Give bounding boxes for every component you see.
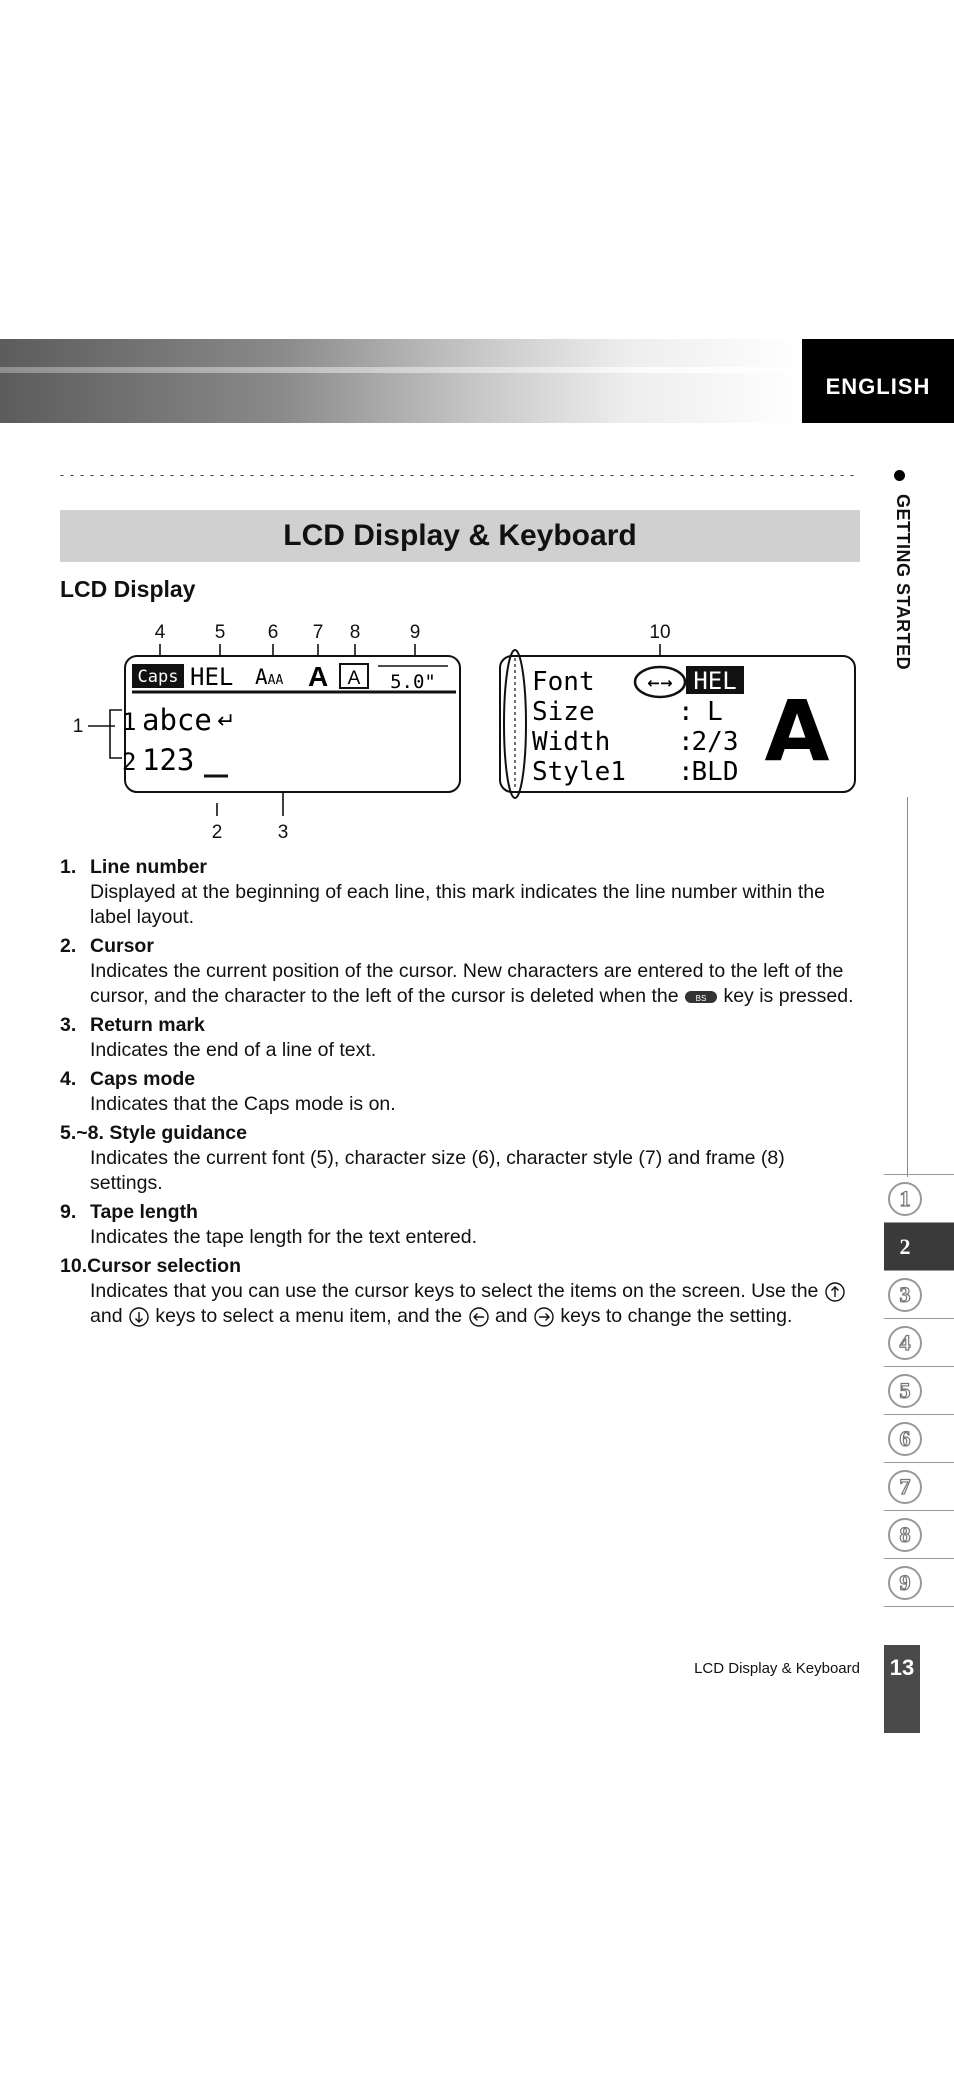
bullet-icon (894, 470, 905, 481)
page-title: LCD Display & Keyboard (283, 519, 637, 552)
caps-indicator: Caps (137, 667, 179, 687)
menu-label-style: Style1 (532, 757, 626, 787)
item-description-part: and (494, 1305, 528, 1327)
chapter-number: 6 (888, 1422, 922, 1456)
menu-sep-style: : (678, 757, 694, 787)
chapter-number: 5 (888, 1374, 922, 1408)
tape-length-value: 5.0" (390, 671, 436, 693)
dotted-divider (60, 468, 860, 476)
item-title: Caps mode (90, 1068, 196, 1090)
item-number: 5.~8. (60, 1122, 104, 1144)
chapter-number: 9 (888, 1566, 922, 1600)
page-number: 13 (884, 1645, 920, 1733)
item-number: 9. (60, 1201, 77, 1223)
chapter-tab-2[interactable] (884, 1222, 954, 1270)
list-item (60, 1254, 860, 1329)
language-tab: ENGLISH (802, 339, 954, 423)
item-title: Tape length (90, 1201, 198, 1223)
item-description-part: keys to select a menu item, and the (155, 1305, 463, 1327)
chapter-number: 8 (888, 1518, 922, 1552)
chapter-tab-9[interactable] (884, 1558, 954, 1606)
callout-7: 7 (312, 622, 324, 643)
menu-sep-width: : (678, 727, 694, 757)
left-right-arrows-icon: ←→ (647, 674, 673, 692)
callout-3: 3 (277, 822, 289, 843)
menu-value-width: 2/3 (691, 727, 739, 757)
chapter-number: 3 (888, 1278, 922, 1312)
return-mark-icon: ↵ (217, 709, 236, 734)
chapter-tab-1[interactable] (884, 1174, 954, 1222)
footer-title: LCD Display & Keyboard (694, 1660, 860, 1677)
lcd-line-2: 123 (142, 743, 195, 777)
menu-label-size: Size (532, 697, 595, 727)
item-title: Cursor (90, 935, 154, 957)
item-description-part: Indicates the current position of the cursor. New characters are entered to the left of the cursor, and the character to the left of the cursor is deleted when the (90, 960, 844, 1007)
section-heading: LCD Display (60, 576, 196, 602)
chapter-number: 4 (888, 1326, 922, 1360)
item-description-part: and (90, 1305, 123, 1327)
chapter-number: 1 (888, 1182, 922, 1216)
item-title: Cursor selection (87, 1255, 241, 1277)
list-item (60, 1121, 860, 1196)
item-description (60, 1279, 860, 1329)
lcd-diagram-svg (60, 618, 880, 850)
line-number-2: 2 (122, 748, 137, 776)
callout-8: 8 (349, 622, 361, 643)
item-title: Return mark (90, 1014, 205, 1036)
item-title: Line number (90, 856, 208, 878)
size-indicator-icon: AAA (255, 665, 284, 689)
item-description: Indicates that the Caps mode is on. (90, 1093, 396, 1115)
callout-4: 4 (154, 622, 166, 643)
callout-5: 5 (214, 622, 226, 643)
header-banner (0, 339, 802, 423)
menu-value-style: BLD (691, 757, 739, 787)
list-item (60, 1200, 860, 1250)
item-number: 4. (60, 1068, 77, 1090)
line-number-1: 1 (122, 708, 137, 736)
lcd-line-1: abce (142, 703, 212, 737)
list-item (60, 934, 860, 1009)
list-item (60, 855, 860, 930)
list-item (60, 1013, 860, 1063)
item-description: Indicates the end of a line of text. (90, 1039, 377, 1061)
item-number: 1. (60, 856, 77, 878)
menu-sep-size: : (678, 697, 694, 727)
item-number: 3. (60, 1014, 77, 1036)
callout-6: 6 (267, 622, 279, 643)
item-title: Style guidance (109, 1122, 247, 1144)
side-section-text: GETTING STARTED (893, 494, 913, 671)
chapter-number: 2 (888, 1230, 922, 1264)
chapter-tab-3[interactable] (884, 1270, 954, 1318)
item-description: Indicates the tape length for the text entered. (90, 1226, 478, 1248)
menu-value-size: L (707, 697, 723, 727)
side-vertical-rule (907, 797, 908, 1177)
side-section-label (893, 470, 913, 700)
menu-label-width: Width (532, 727, 611, 757)
chapter-tab-7[interactable] (884, 1462, 954, 1510)
callout-1: 1 (72, 716, 84, 737)
bs-key-icon (684, 989, 718, 1005)
item-description: Displayed at the beginning of each line, this mark indicates the line number within the label layout. (90, 881, 825, 928)
preview-character: A (764, 682, 830, 780)
item-description (60, 959, 860, 1009)
page-title-bar (60, 510, 860, 562)
chapter-tab-5[interactable] (884, 1366, 954, 1414)
dotted-line-graphic (60, 473, 860, 476)
left-arrow-key-icon (468, 1306, 490, 1328)
chapter-tab-6[interactable] (884, 1414, 954, 1462)
item-number: 10. (60, 1255, 88, 1277)
item-description-part: keys to change the setting. (560, 1305, 793, 1327)
list-item (60, 1067, 860, 1117)
item-description-part: key is pressed. (723, 985, 854, 1007)
item-description-part: Indicates that you can use the cursor keys to select the items on the screen. Use the (90, 1280, 819, 1302)
line-number-bracket (110, 710, 122, 758)
down-arrow-key-icon (128, 1306, 150, 1328)
callout-9: 9 (409, 622, 421, 643)
menu-label-font: Font (532, 667, 595, 697)
left-font-label: HEL (190, 663, 234, 691)
banner-stripe (0, 367, 802, 373)
item-number: 2. (60, 935, 77, 957)
callout-10: 10 (649, 622, 671, 643)
menu-value-font: HEL (693, 667, 737, 695)
right-arrow-key-icon (533, 1306, 555, 1328)
description-list (60, 855, 860, 1333)
item-description: Indicates the current font (5), character size (6), character style (7) and frame (8) settings. (90, 1147, 785, 1194)
chapter-nav-end-rule (884, 1606, 954, 1607)
chapter-number: 7 (888, 1470, 922, 1504)
bs-key-label: BS (695, 993, 707, 1003)
chapter-tab-4[interactable] (884, 1318, 954, 1366)
up-arrow-key-icon (824, 1281, 846, 1303)
lcd-diagram (60, 618, 880, 850)
bold-style-icon: A (308, 661, 329, 692)
chapter-nav (884, 1174, 954, 1607)
callout-2: 2 (211, 822, 223, 843)
chapter-tab-8[interactable] (884, 1510, 954, 1558)
frame-letter: A (347, 668, 361, 689)
